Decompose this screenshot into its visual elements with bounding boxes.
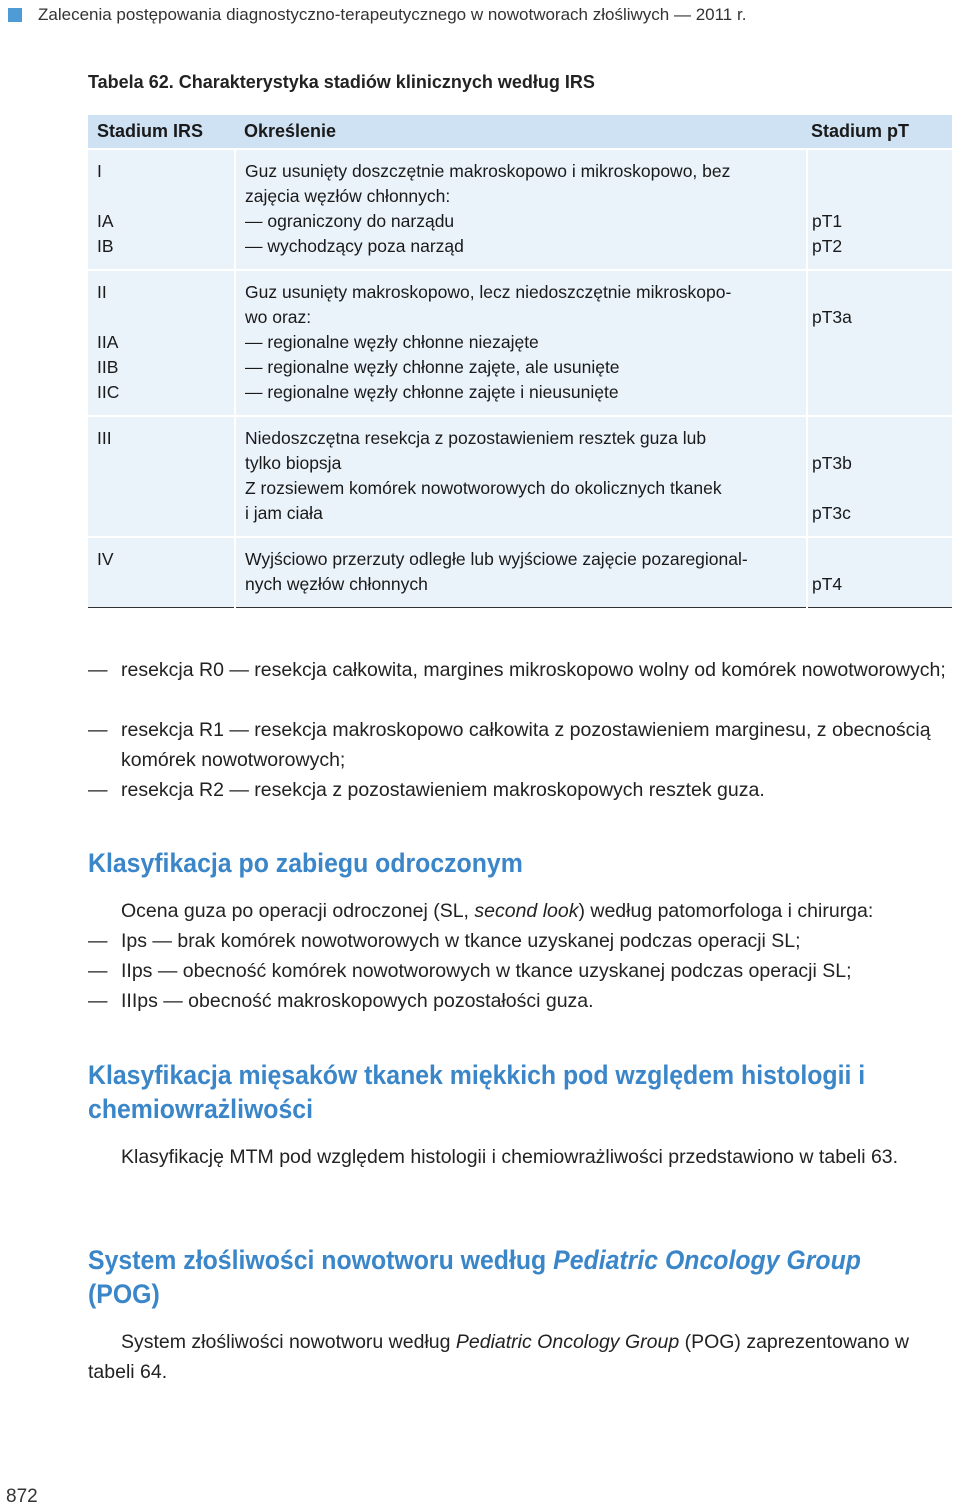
stage-label: II — [97, 282, 107, 302]
list-item-iips — [88, 956, 954, 986]
description-cell — [235, 270, 807, 416]
description-line: Wyjściowo przerzuty odległe lub wyjściowe zajęcie pozaregional- — [245, 549, 748, 569]
stage-label — [97, 305, 225, 330]
section-heading-deferred-surgery: Klasyfikacja po zabiegu odroczonym — [88, 848, 523, 878]
running-header — [8, 4, 746, 26]
page-number: 872 — [6, 1486, 38, 1507]
section-marker-icon — [8, 8, 22, 22]
pt-label: pT2 — [812, 236, 843, 256]
description-line: i jam ciała — [245, 503, 323, 523]
description-cell — [235, 537, 807, 608]
pt-label — [812, 159, 943, 184]
running-title: Zalecenia postępowania diagnostyczno-terapeutycznego w nowotworach złośliwych — 2011 r. — [38, 5, 747, 24]
stage-cell — [88, 537, 235, 608]
paragraph-text: System złośliwości nowotworu według — [121, 1331, 456, 1353]
dash-bullet: — — [88, 779, 108, 801]
table-header-row — [88, 115, 952, 149]
stage-label: I — [97, 161, 102, 181]
paragraph-pog — [88, 1327, 954, 1387]
stage-cell — [88, 416, 235, 537]
dash-bullet: — — [88, 659, 108, 681]
stage-label: IIB — [97, 357, 119, 377]
list-item-text: IIIps — obecność makroskopowych pozostałości guza. — [121, 990, 594, 1012]
description-line: — regionalne węzły chłonne zajęte, ale usunięte — [245, 357, 620, 377]
section-heading-sarcoma-classification: Klasyfikacja mięsaków tkanek miękkich pod względem histologii i chemiowrażliwości — [88, 1060, 866, 1124]
list-item-resection-r0 — [88, 655, 954, 685]
list-item-text: resekcja R0 — resekcja całkowita, margines mikroskopowo wolny od komórek nowotworowych; — [121, 659, 946, 681]
description-line: — regionalne węzły chłonne zajęte i nieusunięte — [245, 382, 619, 402]
dash-bullet: — — [88, 719, 108, 741]
description-line: Z rozsiewem komórek nowotworowych do okolicznych tkanek — [245, 478, 722, 498]
table-title: Tabela 62. Charakterystyka stadiów klinicznych według IRS — [88, 72, 595, 92]
heading-text: (POG) — [88, 1279, 160, 1309]
table-row — [88, 537, 952, 608]
stage-label: IA — [97, 211, 114, 231]
stage-cell — [88, 270, 235, 416]
stage-label — [97, 184, 225, 209]
column-header-stage-pt: Stadium pT — [807, 115, 952, 149]
pt-label: pT3b — [812, 453, 852, 473]
description-line: Guz usunięty doszczętnie makroskopowo i mikroskopowo, bez — [245, 161, 731, 181]
paragraph-text: Ocena guza po operacji odroczonej (SL, — [121, 900, 475, 922]
pt-label: pT3a — [812, 307, 852, 327]
description-line: nych węzłów chłonnych — [245, 574, 428, 594]
list-item-text: Ips — brak komórek nowotworowych w tkance uzyskanej podczas operacji SL; — [121, 930, 801, 952]
list-item-text: resekcja R2 — resekcja z pozostawieniem makroskopowych resztek guza. — [121, 779, 765, 801]
irs-stage-table — [88, 115, 952, 608]
stage-label: IV — [97, 549, 114, 569]
description-line: zajęcia węzłów chłonnych: — [245, 186, 451, 206]
stage-label: III — [97, 428, 112, 448]
pt-cell — [807, 149, 952, 270]
pt-label: pT1 — [812, 211, 843, 231]
pt-label — [812, 426, 943, 451]
table-row — [88, 416, 952, 537]
pt-label — [812, 184, 943, 209]
pt-cell — [807, 416, 952, 537]
stage-label: IIC — [97, 382, 120, 402]
description-cell — [235, 149, 807, 270]
heading-italic: Pediatric Oncology Group — [553, 1245, 861, 1275]
column-header-description: Określenie — [235, 115, 807, 149]
dash-bullet: — — [88, 960, 108, 982]
paragraph-text: (POG) zaprezentowano w tabeli 64. — [88, 1331, 909, 1383]
stage-cell — [88, 149, 235, 270]
description-line: — regionalne węzły chłonne niezajęte — [245, 332, 539, 352]
pt-label: pT3c — [812, 503, 851, 523]
section-heading-pog — [88, 1243, 885, 1311]
paragraph-italic: second look — [474, 900, 579, 922]
table-row — [88, 270, 952, 416]
paragraph-second-look — [88, 896, 954, 926]
description-line: — ograniczony do narządu — [245, 211, 455, 231]
stage-label: IB — [97, 236, 114, 256]
dash-bullet: — — [88, 990, 108, 1012]
list-item-ips — [88, 926, 954, 956]
stage-label: IIA — [97, 332, 119, 352]
heading-text: System złośliwości nowotworu według — [88, 1245, 554, 1275]
list-item-resection-r1 — [88, 715, 954, 775]
column-header-stage-irs: Stadium IRS — [88, 115, 235, 149]
paragraph-text: ) według patomorfologa i chirurga: — [578, 900, 874, 922]
description-line: tylko biopsja — [245, 453, 342, 473]
description-line: wo oraz: — [245, 307, 312, 327]
description-line: Niedoszczętna resekcja z pozostawieniem resztek guza lub — [245, 428, 707, 448]
description-line: Guz usunięty makroskopowo, lecz niedoszczętnie mikroskopo- — [245, 282, 732, 302]
list-item-text: resekcja R1 — resekcja makroskopowo całkowita z pozostawieniem marginesu, z obecnością komórek nowotworowych; — [121, 719, 931, 771]
pt-label — [812, 547, 943, 572]
description-line: — wychodzący poza narząd — [245, 236, 464, 256]
pt-cell — [807, 537, 952, 608]
paragraph-mtm-classification: Klasyfikację MTM pod względem histologii i chemiowrażliwości przedstawiono w tabeli 63. — [121, 1146, 899, 1168]
pt-label — [812, 476, 943, 501]
list-item-text: IIps — obecność komórek nowotworowych w tkance uzyskanej podczas operacji SL; — [121, 960, 852, 982]
list-item-resection-r2 — [88, 775, 954, 805]
pt-label: pT4 — [812, 574, 843, 594]
pt-label — [812, 280, 943, 305]
table-row — [88, 149, 952, 270]
pt-cell — [807, 270, 952, 416]
dash-bullet: — — [88, 930, 108, 952]
paragraph-italic: Pediatric Oncology Group — [455, 1331, 680, 1353]
description-cell — [235, 416, 807, 537]
list-item-iiips — [88, 986, 954, 1016]
